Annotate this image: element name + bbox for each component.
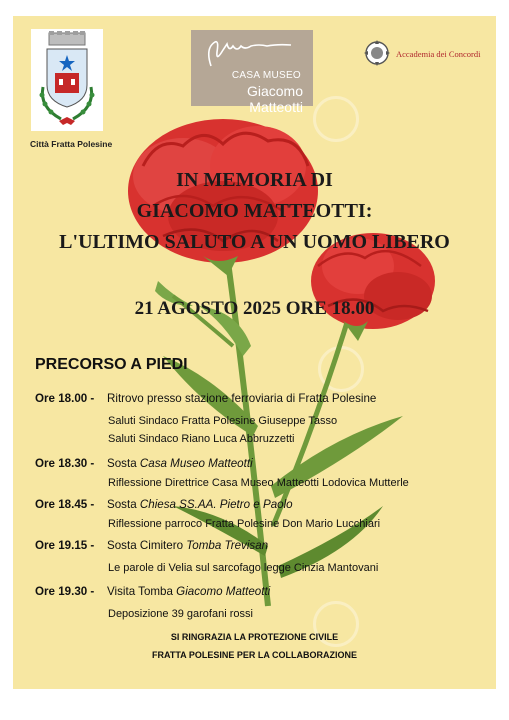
thanks-line-2: FRATTA POLESINE PER LA COLLABORAZIONE xyxy=(152,650,357,660)
entry-event: Sosta xyxy=(107,498,140,511)
entry-event: Sosta xyxy=(107,457,140,470)
entry-detail: Deposizione 39 garofani rossi xyxy=(108,608,253,620)
entry-time: Ore 19.30 - xyxy=(35,585,95,598)
entry-detail: Saluti Sindaco Riano Luca Abbruzzetti xyxy=(108,433,295,445)
entry-place: Tomba Trevisan xyxy=(186,539,269,552)
title-line-3: L'ULTIMO SALUTO A UN UOMO LIBERO xyxy=(59,231,450,253)
entry-time: Ore 18.30 - xyxy=(35,457,95,470)
town-caption: Città Fratta Polesine xyxy=(30,139,113,149)
entry-time: Ore 19.15 - xyxy=(35,539,95,552)
entry-detail: Le parole di Velia sul sarcofago legge Cinzia Mantovani xyxy=(108,562,379,574)
program-heading: PRECORSO A PIEDI xyxy=(35,356,188,373)
entry-time: Ore 18.45 - xyxy=(35,498,95,511)
signature-icon xyxy=(201,38,301,70)
entry-event: Visita Tomba xyxy=(107,585,177,598)
academy-emblem-icon xyxy=(362,38,392,68)
entry-place: Giacomo Matteotti xyxy=(176,585,271,598)
entry-detail: Riflessione parroco Fratta Polesine Don Mario Lucchiari xyxy=(108,518,381,530)
academy-label: Accademia dei Concordi xyxy=(396,49,481,59)
program-entry xyxy=(35,392,376,405)
thanks-line-1: SI RINGRAZIA LA PROTEZIONE CIVILE xyxy=(170,632,339,642)
crest-icon xyxy=(31,29,103,131)
academy-logo xyxy=(362,38,492,68)
museum-line-1: CASA MUSEO xyxy=(231,70,301,81)
museum-logo xyxy=(191,30,313,115)
poster xyxy=(13,16,496,689)
program-entry xyxy=(35,457,253,470)
entry-time: Ore 18.00 - xyxy=(35,392,95,405)
town-crest xyxy=(31,29,103,131)
title-line-1: IN MEMORIA DI xyxy=(176,169,333,191)
program-entry xyxy=(35,539,268,552)
program-entry xyxy=(35,585,270,598)
entry-place: Casa Museo Matteotti xyxy=(139,457,253,470)
title-line-2: GIACOMO MATTEOTTI: xyxy=(136,200,373,222)
entry-detail: Saluti Sindaco Fratta Polesine Giuseppe Tasso xyxy=(108,415,338,427)
entry-detail: Riflessione Direttrice Casa Museo Matteotti Lodovica Mutterle xyxy=(108,477,409,489)
entry-place: Chiesa SS.AA. Pietro e Paolo xyxy=(139,498,293,511)
museum-line-2: Giacomo Matteotti xyxy=(246,83,303,115)
entry-event: Ritrovo presso stazione ferroviaria di Fratta Polesine xyxy=(107,392,377,405)
entry-event: Sosta Cimitero xyxy=(107,539,187,552)
event-date: 21 AGOSTO 2025 ORE 18.00 xyxy=(134,298,375,319)
program-entry xyxy=(35,498,293,511)
